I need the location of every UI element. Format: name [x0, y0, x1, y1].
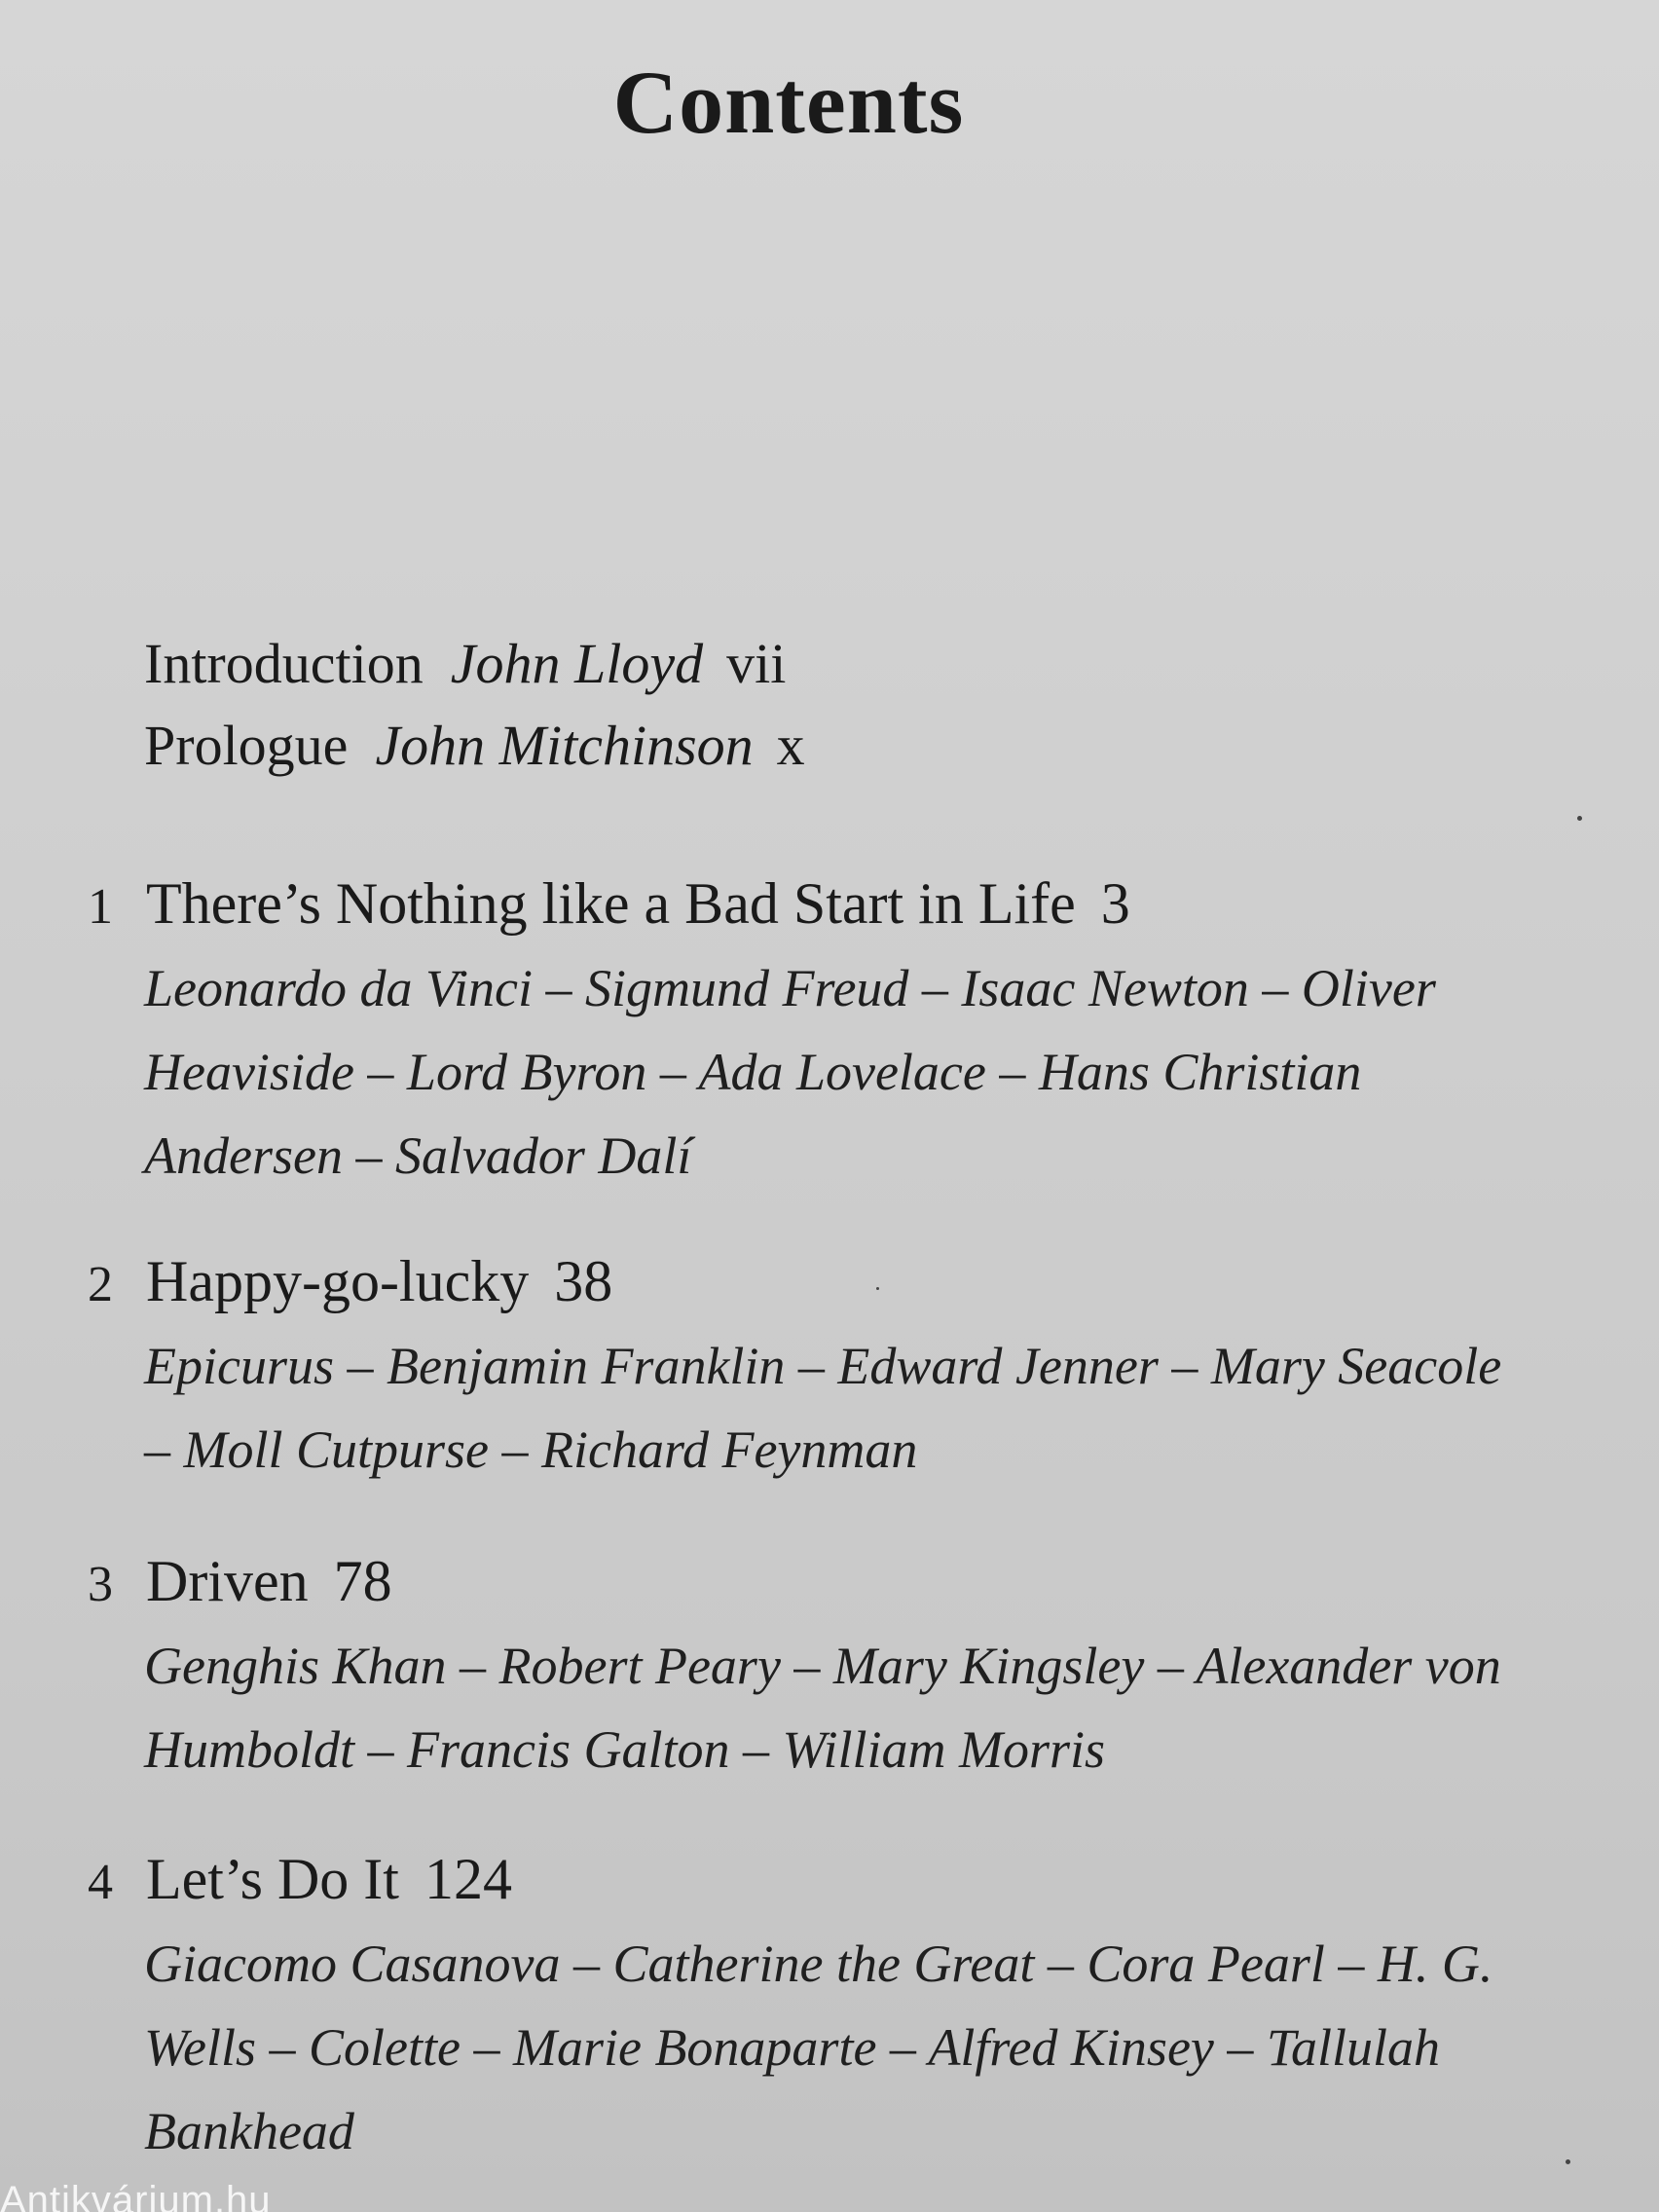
chapter-title: [146, 1548, 392, 1615]
chapter-title-text: Happy-go-lucky: [146, 1249, 530, 1313]
chapter-number: 1: [88, 879, 113, 935]
front-matter-prologue: [144, 713, 805, 778]
front-matter-label: Introduction: [144, 632, 424, 695]
print-speck: [1577, 816, 1582, 821]
front-matter-introduction: [144, 631, 786, 696]
chapter-subjects: Genghis Khan – Robert Peary – Mary Kingsley – Alexander von Humboldt – Francis Galton – William Morris: [144, 1637, 1501, 1779]
chapter-subjects: Epicurus – Benjamin Franklin – Edward Jenner – Mary Seacole – Moll Cutpurse – Richard Feynman: [144, 1337, 1502, 1479]
watermark-text: Antikvárium.hu: [0, 2179, 272, 2212]
front-matter-author: John Lloyd: [450, 632, 704, 695]
chapter-title: [146, 1248, 612, 1315]
chapter-number: 4: [88, 1855, 113, 1910]
front-matter-author: John Mitchinson: [375, 714, 754, 777]
print-speck: [1566, 2159, 1570, 2164]
chapter-subjects: Giacomo Casanova – Catherine the Great – Cora Pearl – H. G. Wells – Colette – Marie Bonaparte – Alfred Kinsey – Tallulah Bankhead: [144, 1935, 1493, 2160]
chapter-page: 78: [333, 1549, 392, 1613]
chapter-page: 38: [554, 1249, 613, 1313]
chapter-title-text: Let’s Do It: [146, 1847, 399, 1911]
chapter-title: [146, 1846, 512, 1913]
chapter-number: 3: [88, 1557, 113, 1612]
front-matter-label: Prologue: [144, 714, 349, 777]
chapter-number: 2: [88, 1257, 113, 1312]
front-matter-page: x: [776, 714, 805, 777]
print-speck: [876, 1287, 879, 1290]
chapter-page: 124: [424, 1847, 512, 1911]
chapter-title-text: Driven: [146, 1549, 309, 1613]
front-matter-page: vii: [726, 632, 787, 695]
chapter-title-text: There’s Nothing like a Bad Start in Life: [146, 871, 1076, 936]
chapter-subjects: Leonardo da Vinci – Sigmund Freud – Isaac Newton – Oliver Heaviside – Lord Byron – Ada Lovelace – Hans Christian Andersen – Salvador Dalí: [144, 959, 1436, 1185]
chapter-title: [146, 870, 1130, 938]
chapter-page: 3: [1100, 871, 1130, 936]
page-title: Contents: [612, 53, 965, 152]
